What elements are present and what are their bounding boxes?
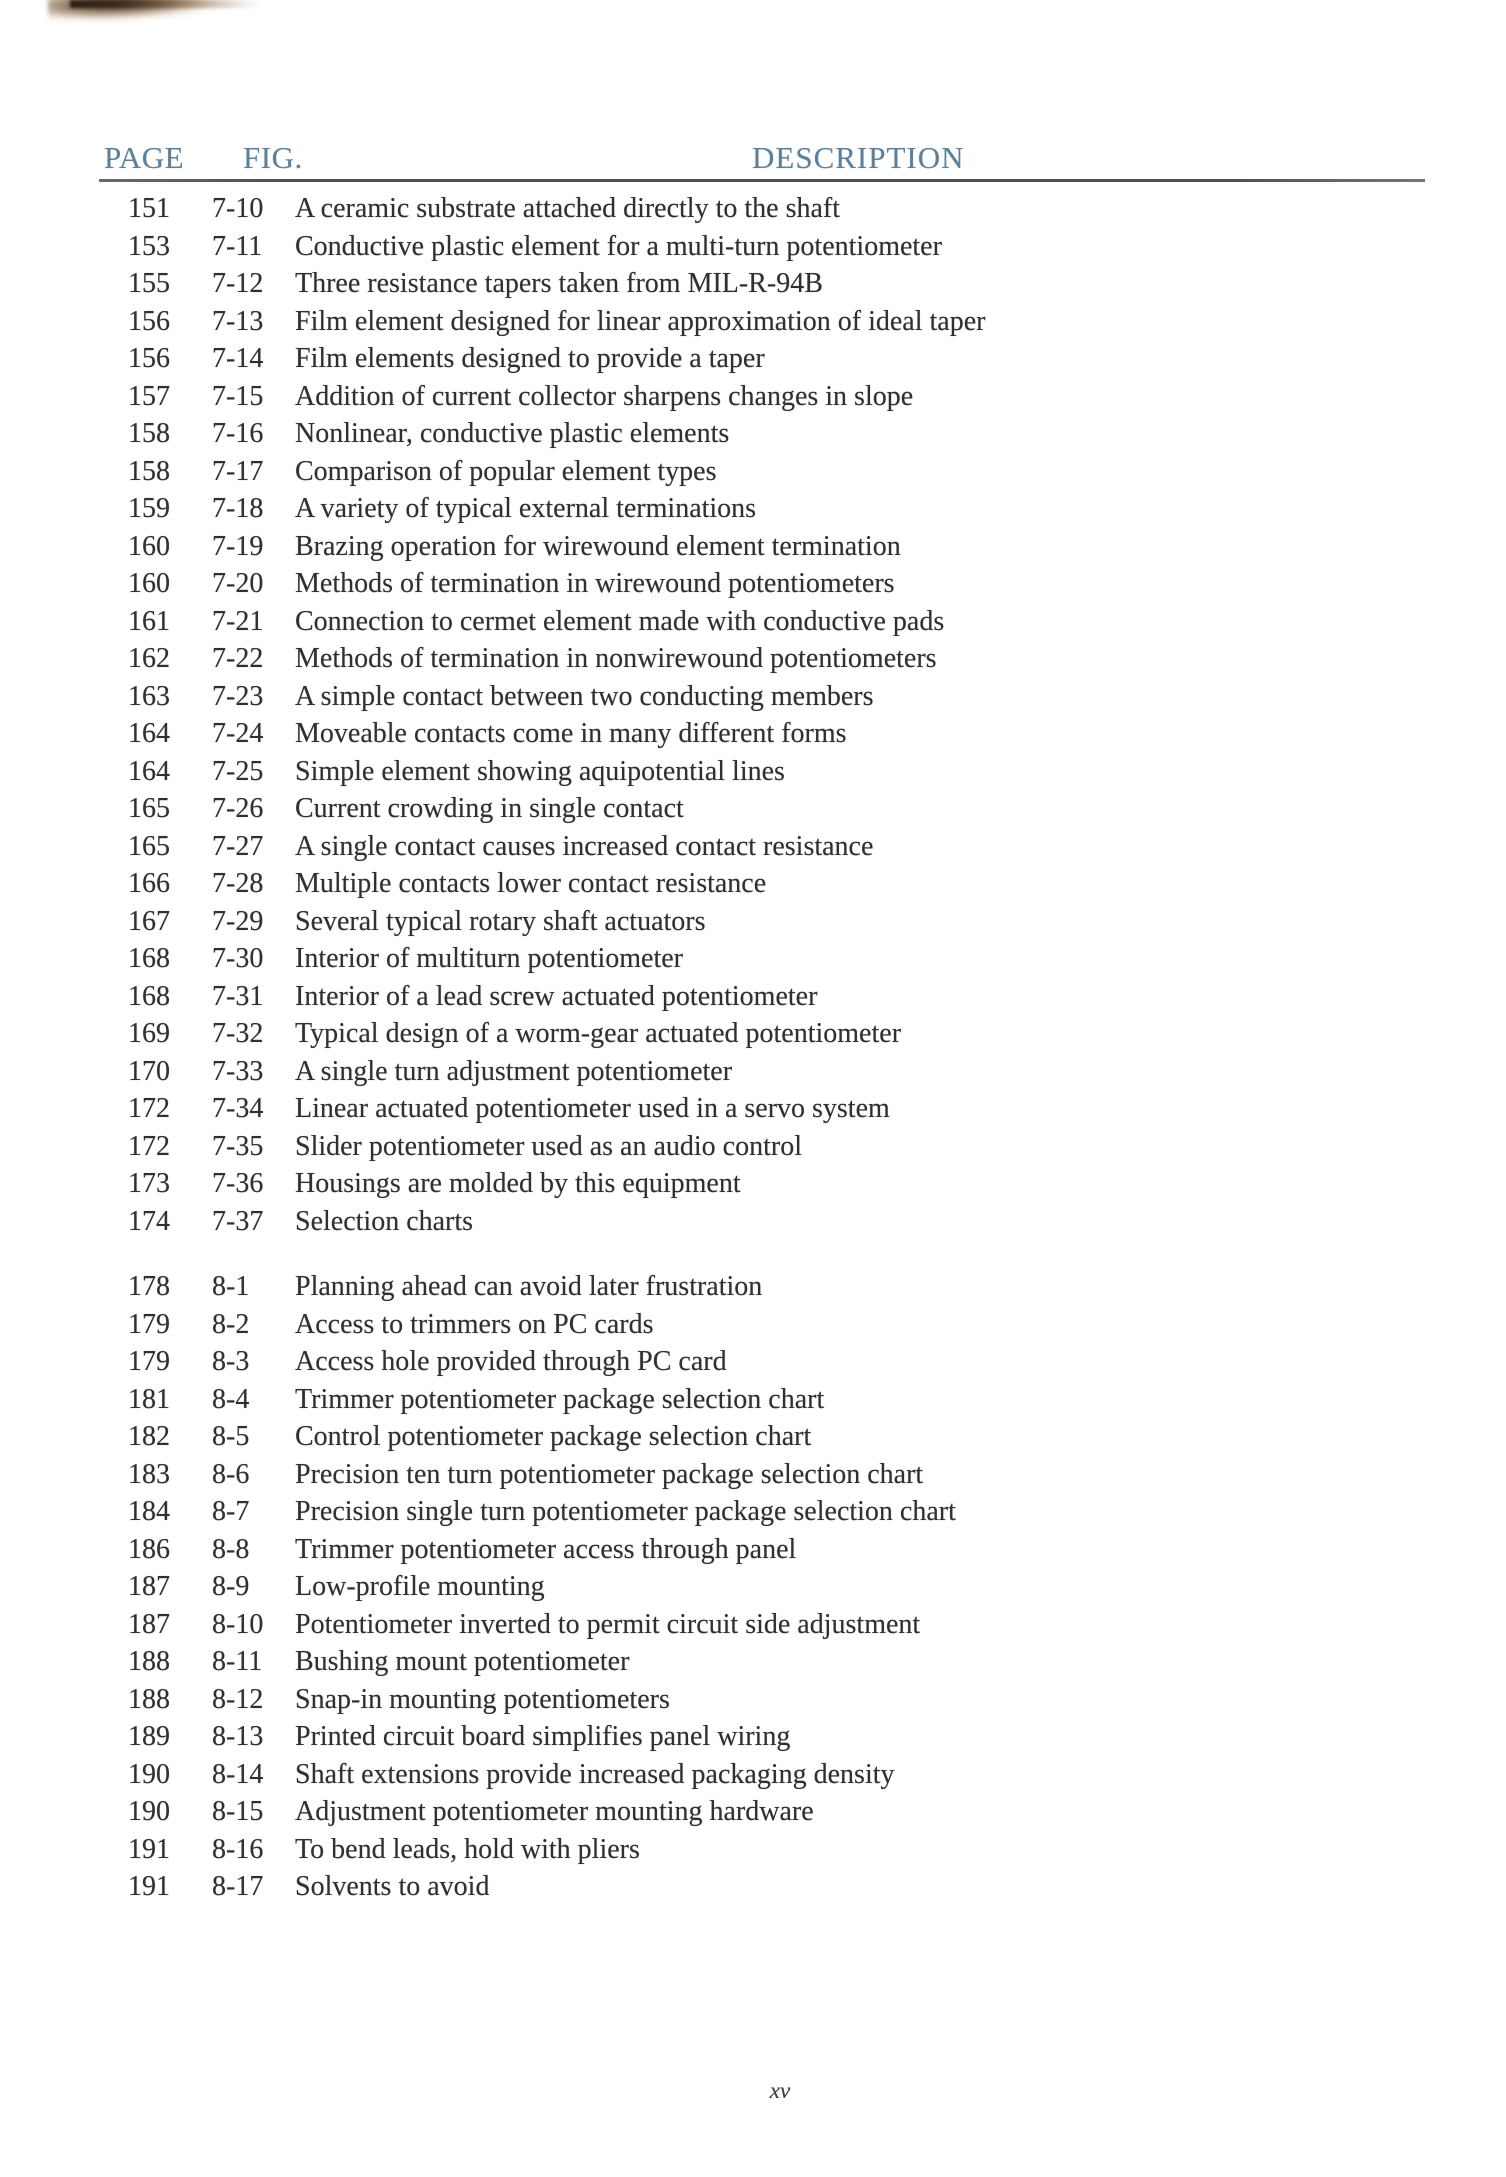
table-row <box>0 1568 1506 1606</box>
row-description: Printed circuit board simplifies panel wiring <box>295 1721 791 1752</box>
row-description: Potentiometer inverted to permit circuit side adjustment <box>295 1608 921 1640</box>
row-page-number: 190 <box>128 1758 170 1790</box>
row-description: Connection to cermet element made with conductive pads <box>295 605 945 637</box>
table-row <box>0 603 1506 641</box>
table-row <box>0 565 1506 603</box>
table-row <box>0 1493 1506 1531</box>
row-figure-number: 7-34 <box>212 1093 264 1124</box>
row-page-number: 188 <box>128 1683 170 1715</box>
row-figure-number: 8-13 <box>212 1721 264 1752</box>
row-figure-number: 8-6 <box>212 1458 250 1490</box>
row-figure-number: 7-31 <box>212 980 264 1012</box>
row-figure-number: 7-11 <box>212 230 263 262</box>
header-rule <box>99 179 1425 182</box>
table-row <box>0 828 1506 866</box>
table-row <box>0 1531 1506 1569</box>
row-figure-number: 7-14 <box>212 343 264 374</box>
row-description: A single turn adjustment potentiometer <box>295 1055 733 1087</box>
row-figure-number: 8-11 <box>212 1646 263 1677</box>
row-page-number: 163 <box>128 680 170 712</box>
table-row <box>0 1343 1506 1381</box>
row-figure-number: 7-10 <box>212 193 264 224</box>
row-description: Bushing mount potentiometer <box>295 1646 630 1677</box>
row-description: Selection charts <box>295 1205 474 1237</box>
row-figure-number: 8-7 <box>212 1496 250 1527</box>
row-page-number: 159 <box>128 493 170 524</box>
row-description: Access hole provided through PC card <box>295 1346 727 1377</box>
table-row <box>0 1268 1506 1306</box>
row-description: A single contact causes increased contact resistance <box>295 830 874 862</box>
row-page-number: 169 <box>128 1018 170 1049</box>
row-page-number: 186 <box>128 1533 170 1565</box>
row-figure-number: 7-37 <box>212 1205 264 1237</box>
table-row <box>0 490 1506 528</box>
row-figure-number: 8-3 <box>212 1346 250 1377</box>
table-header <box>0 140 1506 180</box>
row-description: Trimmer potentiometer access through panel <box>295 1533 797 1565</box>
row-figure-number: 8-2 <box>212 1308 250 1340</box>
row-description: Shaft extensions provide increased packaging density <box>295 1758 895 1790</box>
row-description: Current crowding in single contact <box>295 793 684 824</box>
figure-list-section <box>0 1268 1506 1906</box>
row-figure-number: 8-5 <box>212 1421 250 1452</box>
row-description: Brazing operation for wirewound element termination <box>295 530 901 562</box>
row-description: Linear actuated potentiometer used in a servo system <box>295 1093 890 1124</box>
table-row <box>0 1128 1506 1166</box>
row-description: Addition of current collector sharpens changes in slope <box>295 380 914 412</box>
table-row <box>0 1165 1506 1203</box>
row-page-number: 165 <box>128 793 170 824</box>
row-page-number: 190 <box>128 1796 170 1827</box>
row-page-number: 179 <box>128 1308 170 1340</box>
table-row <box>0 1756 1506 1794</box>
row-description: Conductive plastic element for a multi-turn potentiometer <box>295 230 942 262</box>
row-page-number: 188 <box>128 1646 170 1677</box>
row-page-number: 156 <box>128 305 170 337</box>
row-description: Nonlinear, conductive plastic elements <box>295 418 730 449</box>
row-page-number: 153 <box>128 230 170 262</box>
table-row <box>0 903 1506 941</box>
row-page-number: 168 <box>128 980 170 1012</box>
row-page-number: 181 <box>128 1383 170 1415</box>
row-figure-number: 7-15 <box>212 380 264 412</box>
row-page-number: 183 <box>128 1458 170 1490</box>
row-figure-number: 7-24 <box>212 718 264 749</box>
row-figure-number: 7-23 <box>212 680 264 712</box>
row-description: Control potentiometer package selection chart <box>295 1421 812 1452</box>
table-row <box>0 940 1506 978</box>
header-description: DESCRIPTION <box>752 140 965 175</box>
table-row <box>0 1381 1506 1419</box>
row-page-number: 189 <box>128 1721 170 1752</box>
row-description: Interior of multiturn potentiometer <box>295 943 684 974</box>
row-description: Film elements designed to provide a taper <box>295 343 765 374</box>
row-description: A simple contact between two conducting members <box>295 680 874 712</box>
row-figure-number: 7-20 <box>212 568 264 599</box>
row-description: Slider potentiometer used as an audio control <box>295 1130 802 1162</box>
table-row <box>0 790 1506 828</box>
row-page-number: 164 <box>128 755 170 787</box>
table-row <box>0 1015 1506 1053</box>
table-row <box>0 978 1506 1016</box>
figure-list-section <box>0 190 1506 1240</box>
row-figure-number: 7-16 <box>212 418 264 449</box>
row-figure-number: 7-21 <box>212 605 264 637</box>
row-description: Access to trimmers on PC cards <box>295 1308 654 1340</box>
row-figure-number: 7-33 <box>212 1055 264 1087</box>
page-corner-scan-artifact-edge <box>70 0 260 8</box>
table-row <box>0 640 1506 678</box>
row-figure-number: 7-13 <box>212 305 264 337</box>
table-row <box>0 1643 1506 1681</box>
row-page-number: 184 <box>128 1496 170 1527</box>
row-page-number: 172 <box>128 1130 170 1162</box>
row-figure-number: 7-32 <box>212 1018 264 1049</box>
row-description: A ceramic substrate attached directly to the shaft <box>295 193 841 224</box>
row-description: A variety of typical external terminations <box>295 493 757 524</box>
row-page-number: 174 <box>128 1205 170 1237</box>
row-figure-number: 8-12 <box>212 1683 264 1715</box>
row-page-number: 158 <box>128 418 170 449</box>
row-figure-number: 7-19 <box>212 530 264 562</box>
row-page-number: 166 <box>128 868 170 899</box>
row-page-number: 158 <box>128 455 170 487</box>
row-page-number: 160 <box>128 568 170 599</box>
row-description: Snap-in mounting potentiometers <box>295 1683 670 1715</box>
row-description: Methods of termination in nonwirewound potentiometers <box>295 643 937 674</box>
table-row <box>0 228 1506 266</box>
row-page-number: 187 <box>128 1571 170 1602</box>
row-page-number: 162 <box>128 643 170 674</box>
row-figure-number: 7-17 <box>212 455 264 487</box>
row-page-number: 167 <box>128 905 170 937</box>
table-row <box>0 190 1506 228</box>
row-figure-number: 8-1 <box>212 1271 250 1302</box>
row-page-number: 156 <box>128 343 170 374</box>
row-figure-number: 7-28 <box>212 868 264 899</box>
row-figure-number: 8-15 <box>212 1796 264 1827</box>
row-description: Planning ahead can avoid later frustration <box>295 1271 763 1302</box>
row-page-number: 157 <box>128 380 170 412</box>
figure-list <box>0 190 1506 1906</box>
row-page-number: 168 <box>128 943 170 974</box>
row-description: Interior of a lead screw actuated potentiometer <box>295 980 818 1012</box>
row-page-number: 187 <box>128 1608 170 1640</box>
row-description: Film element designed for linear approximation of ideal taper <box>295 305 986 337</box>
table-row <box>0 1793 1506 1831</box>
row-description: To bend leads, hold with pliers <box>295 1833 640 1865</box>
table-row <box>0 1831 1506 1869</box>
row-description: Precision ten turn potentiometer package selection chart <box>295 1458 924 1490</box>
table-row <box>0 1456 1506 1494</box>
row-page-number: 170 <box>128 1055 170 1087</box>
table-row <box>0 303 1506 341</box>
table-row <box>0 1418 1506 1456</box>
row-figure-number: 7-36 <box>212 1168 264 1199</box>
table-row <box>0 378 1506 416</box>
row-page-number: 173 <box>128 1168 170 1199</box>
row-figure-number: 8-16 <box>212 1833 264 1865</box>
header-page: PAGE <box>104 140 185 175</box>
row-description: Moveable contacts come in many different forms <box>295 718 847 749</box>
table-row <box>0 715 1506 753</box>
row-figure-number: 8-17 <box>212 1871 264 1902</box>
row-description: Methods of termination in wirewound potentiometers <box>295 568 895 599</box>
row-figure-number: 8-9 <box>212 1571 250 1602</box>
row-figure-number: 7-12 <box>212 268 264 299</box>
row-description: Typical design of a worm-gear actuated potentiometer <box>295 1018 902 1049</box>
row-figure-number: 7-27 <box>212 830 264 862</box>
row-page-number: 160 <box>128 530 170 562</box>
table-row <box>0 528 1506 566</box>
row-page-number: 191 <box>128 1833 170 1865</box>
row-page-number: 172 <box>128 1093 170 1124</box>
header-fig: FIG. <box>243 140 303 175</box>
row-figure-number: 7-35 <box>212 1130 264 1162</box>
row-description: Simple element showing aquipotential lines <box>295 755 785 787</box>
row-figure-number: 7-26 <box>212 793 264 824</box>
row-description: Comparison of popular element types <box>295 455 717 487</box>
table-row <box>0 753 1506 791</box>
table-row <box>0 1090 1506 1128</box>
row-description: Housings are molded by this equipment <box>295 1168 741 1199</box>
table-row <box>0 1606 1506 1644</box>
table-row <box>0 415 1506 453</box>
table-row <box>0 865 1506 903</box>
table-row <box>0 265 1506 303</box>
row-description: Low-profile mounting <box>295 1571 545 1602</box>
row-figure-number: 7-30 <box>212 943 264 974</box>
table-row <box>0 1203 1506 1241</box>
table-row <box>0 1306 1506 1344</box>
row-figure-number: 7-22 <box>212 643 264 674</box>
page-number: xv <box>769 2078 791 2103</box>
row-description: Trimmer potentiometer package selection chart <box>295 1383 825 1415</box>
table-row <box>0 678 1506 716</box>
table-row <box>0 340 1506 378</box>
row-page-number: 164 <box>128 718 170 749</box>
row-page-number: 161 <box>128 605 170 637</box>
row-page-number: 178 <box>128 1271 170 1302</box>
row-page-number: 182 <box>128 1421 170 1452</box>
row-page-number: 191 <box>128 1871 170 1902</box>
row-page-number: 179 <box>128 1346 170 1377</box>
table-row <box>0 1868 1506 1906</box>
row-description: Precision single turn potentiometer package selection chart <box>295 1496 956 1527</box>
row-description: Multiple contacts lower contact resistance <box>295 868 767 899</box>
table-row <box>0 1681 1506 1719</box>
table-row <box>0 1053 1506 1091</box>
row-page-number: 165 <box>128 830 170 862</box>
table-row <box>0 1718 1506 1756</box>
table-row <box>0 453 1506 491</box>
row-figure-number: 7-25 <box>212 755 264 787</box>
row-figure-number: 8-4 <box>212 1383 250 1415</box>
row-figure-number: 7-29 <box>212 905 264 937</box>
row-figure-number: 8-10 <box>212 1608 264 1640</box>
row-figure-number: 7-18 <box>212 493 264 524</box>
row-description: Adjustment potentiometer mounting hardware <box>295 1796 814 1827</box>
row-page-number: 151 <box>128 193 170 224</box>
row-description: Solvents to avoid <box>295 1871 490 1902</box>
row-page-number: 155 <box>128 268 170 299</box>
row-description: Three resistance tapers taken from MIL-R-94B <box>295 268 823 299</box>
row-figure-number: 8-8 <box>212 1533 250 1565</box>
row-figure-number: 8-14 <box>212 1758 264 1790</box>
row-description: Several typical rotary shaft actuators <box>295 905 706 937</box>
